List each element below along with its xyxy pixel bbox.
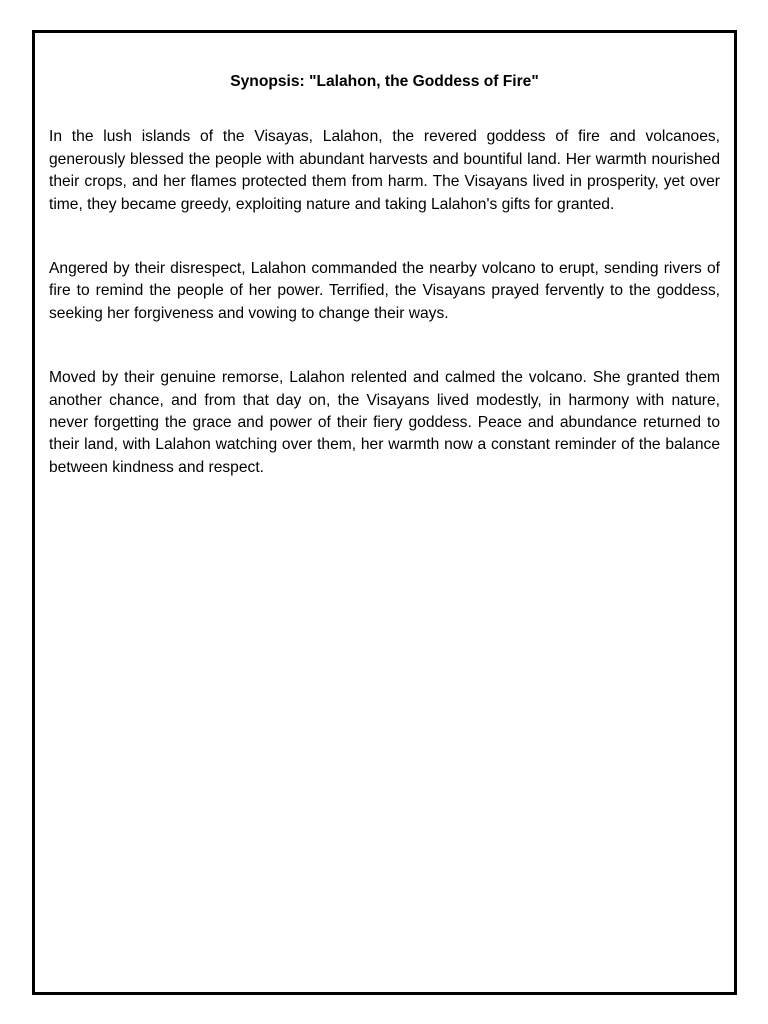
page-border — [32, 30, 737, 995]
document-body — [49, 71, 720, 521]
paragraph-1: In the lush islands of the Visayas, Lalahon, the revered goddess of fire and volcanoes, generously blessed the people with abundant harvests and bountiful land. Her warmth nourished their crops, and her flames protected them from harm. The Visayans lived in prosperity, yet over time, they became greedy, exploiting nature and taking Lalahon's gifts for granted. — [49, 128, 720, 213]
paragraph-3: Moved by their genuine remorse, Lalahon relented and calmed the volcano. She granted them another chance, and from that day on, the Visayans lived modestly, in harmony with nature, never forgetting the grace and power of their fiery goddess. Peace and abundance returned to their land, with Lalahon watching over them, her warmth now a constant reminder of the balance between kindness and respect. — [49, 369, 720, 476]
paragraph-2: Angered by their disrespect, Lalahon commanded the nearby volcano to erupt, sending rivers of fire to remind the people of her power. Terrified, the Visayans prayed fervently to the goddess, seeking her forgiveness and vowing to change their ways. — [49, 260, 720, 322]
document-title: Synopsis: "Lalahon, the Goddess of Fire" — [230, 73, 539, 90]
